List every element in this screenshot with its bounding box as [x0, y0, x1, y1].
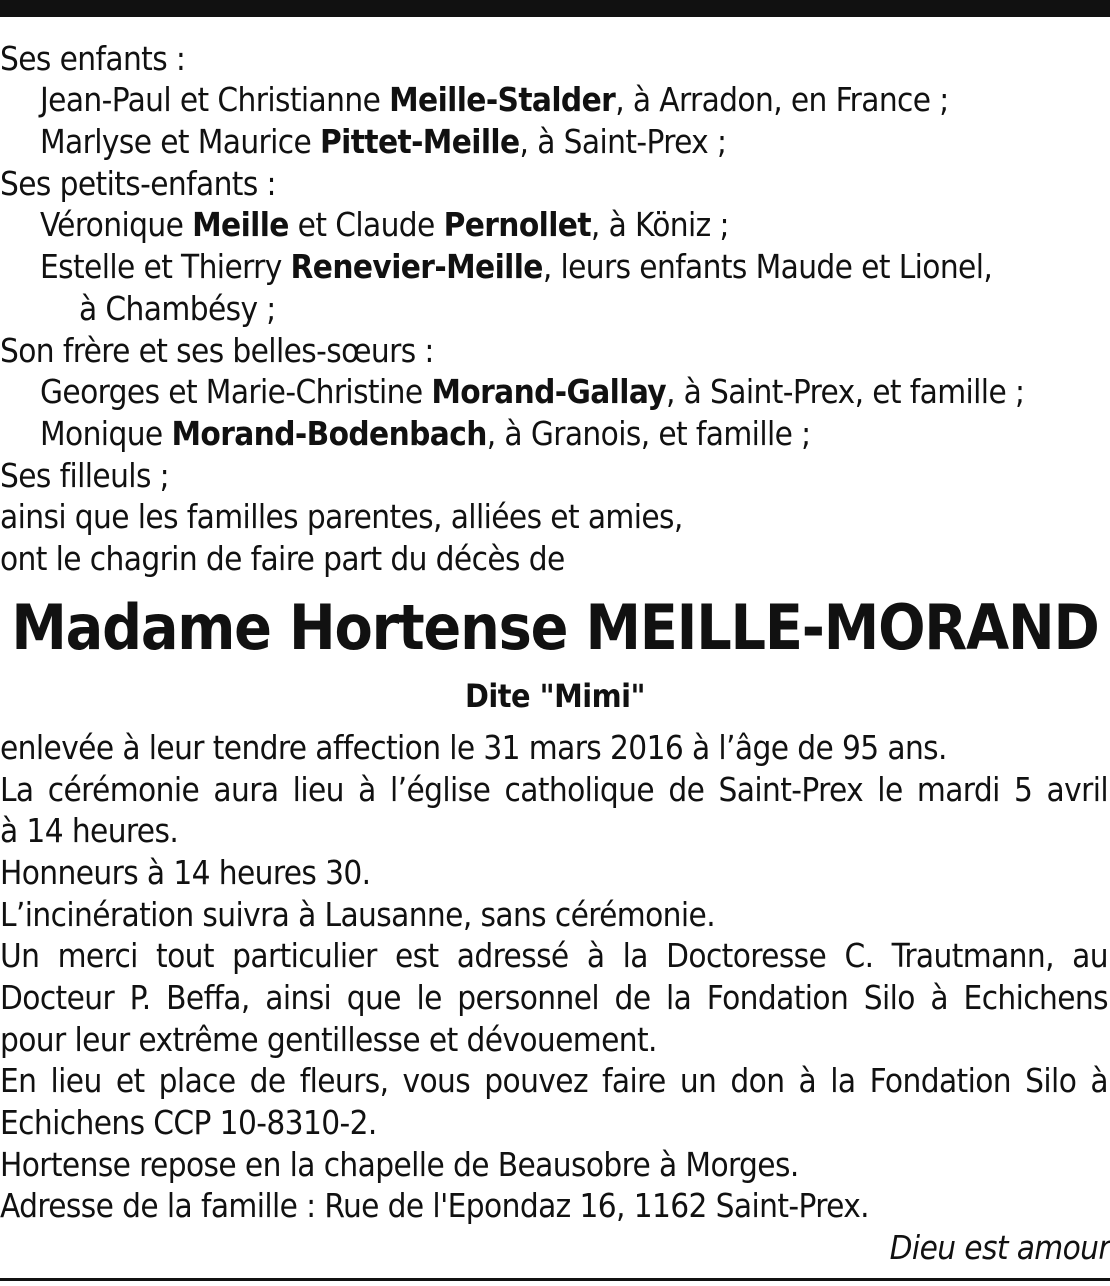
thanks-line: pour leur extrême gentillesse et dévouement. — [0, 1020, 657, 1059]
entry-place: , à Saint-Prex, et famille ; — [665, 372, 1025, 411]
entry-place: , leurs enfants Maude et Lionel, — [542, 247, 993, 286]
donation-line: En lieu et place de fleurs, vous pouvez faire un don à la Fondation Silo à — [0, 1061, 1108, 1100]
godchildren-line: Ses filleuls ; — [0, 456, 170, 495]
entry-place: , à Saint-Prex ; — [519, 122, 727, 161]
entry-surname: Renevier-Meille — [290, 247, 543, 286]
ceremony-line: à 14 heures. — [0, 811, 179, 850]
families-line: ainsi que les familles parentes, alliées et amies, — [0, 497, 683, 536]
thanks-line: Docteur P. Beffa, ainsi que le personnel de la Fondation Silo à Echichens — [0, 978, 1108, 1017]
family-entry — [40, 204, 729, 246]
bottom-rule — [0, 1278, 1110, 1281]
ceremony-line: La cérémonie aura lieu à l’église catholique de Saint-Prex le mardi 5 avril — [0, 770, 1108, 809]
entry-surname: Meille-Stalder — [389, 80, 616, 119]
entry-names: Georges et Marie-Christine — [40, 372, 423, 411]
address-line: Adresse de la famille : Rue de l'Epondaz 16, 1162 Saint-Prex. — [0, 1186, 869, 1225]
death-line: enlevée à leur tendre affection le 31 mars 2016 à l’âge de 95 ans. — [0, 728, 947, 767]
entry-place: , à Granois, et famille ; — [486, 414, 811, 453]
family-entry — [40, 79, 949, 121]
family-entry — [40, 121, 726, 163]
entry-names: Jean-Paul et Christianne — [40, 80, 381, 119]
entry-names: Monique — [40, 414, 163, 453]
thanks-line: Un merci tout particulier est adressé à la Doctoresse C. Trautmann, au — [0, 936, 1108, 975]
entry-names: Estelle et Thierry — [40, 247, 282, 286]
entry-place: , à Arradon, en France ; — [615, 80, 949, 119]
entry-surname: Morand-Gallay — [431, 372, 666, 411]
family-entry — [40, 246, 992, 288]
closing-motto: Dieu est amour — [889, 1228, 1110, 1267]
deceased-name: Madame Hortense MEILLE-MORAND — [11, 591, 1099, 664]
entry-surname: Pittet-Meille — [320, 122, 520, 161]
donation-line: Echichens CCP 10-8310-2. — [0, 1103, 377, 1142]
entry-names: Marlyse et Maurice — [40, 122, 312, 161]
entry-surname: Morand-Bodenbach — [171, 414, 487, 453]
entry-names: Véronique — [40, 205, 184, 244]
entry-mid: et Claude — [297, 205, 435, 244]
family-entry — [40, 413, 811, 455]
entry-surname: Meille — [192, 205, 289, 244]
deceased-nickname: Dite "Mimi" — [465, 677, 645, 715]
grandchildren-label: Ses petits-enfants : — [0, 164, 276, 203]
children-label: Ses enfants : — [0, 39, 186, 78]
family-entry — [40, 371, 1024, 413]
cremation-line: L’incinération suivra à Lausanne, sans cérémonie. — [0, 895, 716, 934]
announce-line: ont le chagrin de faire part du décès de — [0, 539, 565, 578]
top-rule — [0, 0, 1110, 17]
rest-line: Hortense repose en la chapelle de Beausobre à Morges. — [0, 1145, 799, 1184]
honours-line: Honneurs à 14 heures 30. — [0, 853, 371, 892]
entry-place: , à Köniz ; — [590, 205, 729, 244]
siblings-label: Son frère et ses belles-sœurs : — [0, 331, 434, 370]
entry-continuation: à Chambésy ; — [79, 289, 276, 328]
entry-surname-2: Pernollet — [443, 205, 591, 244]
